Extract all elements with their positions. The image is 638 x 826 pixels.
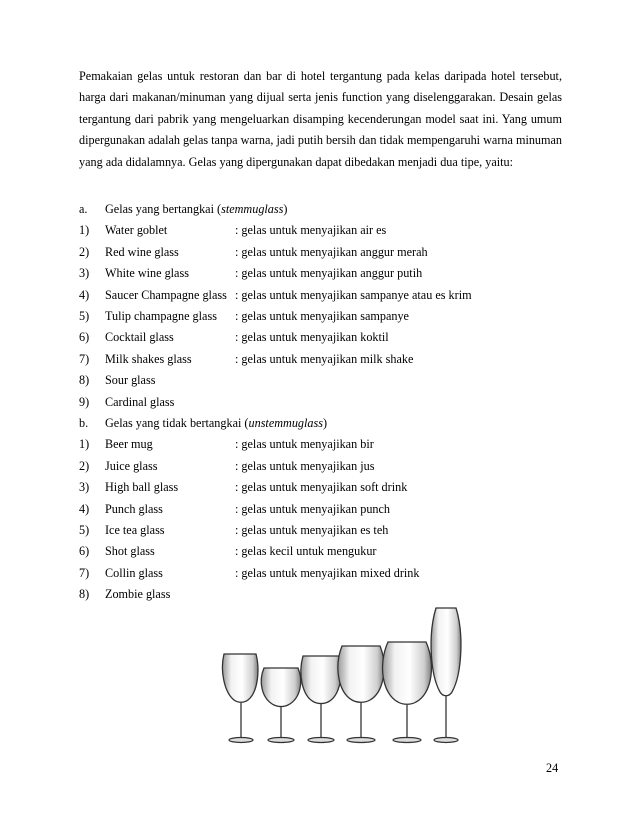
wine-glass-5 bbox=[383, 642, 432, 743]
wine-glass-3 bbox=[301, 656, 341, 743]
heading-italic-term: stemmuglass bbox=[221, 202, 284, 216]
item-num: 6) bbox=[79, 544, 90, 559]
item-num: 8) bbox=[79, 373, 90, 388]
item-desc: : gelas untuk menyajikan anggur putih bbox=[235, 266, 423, 281]
heading-italic-term: unstemmuglass bbox=[248, 416, 323, 430]
stemless-glass-list bbox=[79, 434, 569, 605]
item-name: Beer mug bbox=[105, 437, 153, 452]
item-name: Cardinal glass bbox=[105, 394, 175, 409]
item-name: Shot glass bbox=[105, 544, 155, 559]
intro-paragraph: Pemakaian gelas untuk restoran dan bar di hotel tergantung pada kelas daripada hotel tersebut, harga dari makanan/minuman yang dijual serta jenis function yang diselenggarakan. Desain gelas tergantung dari pabrik yang mengeluarkan disamping kecenderungan model saat ini. Yang umum dipergunakan adalah gelas tanpa warna, jadi putih bersih dan tidak mempengaruhi warna minuman yang ada didalamnya. Gelas yang dipergunakan dapat dibedakan menjadi dua tipe, yaitu: bbox=[79, 69, 562, 169]
section-stemless-glasses bbox=[79, 413, 569, 606]
glass-list-item bbox=[79, 263, 569, 284]
item-desc: : gelas kecil untuk mengukur bbox=[235, 544, 377, 559]
item-num: 6) bbox=[79, 330, 90, 345]
glass-list-item bbox=[79, 306, 569, 327]
glass-list-item bbox=[79, 520, 569, 541]
item-name: Sour glass bbox=[105, 373, 156, 388]
wine-glass-2 bbox=[261, 668, 301, 743]
glass-list-item bbox=[79, 541, 569, 562]
item-name: Juice glass bbox=[105, 458, 158, 473]
item-num: 2) bbox=[79, 458, 90, 473]
glassware-photo bbox=[218, 604, 468, 746]
section-letter: a. bbox=[79, 202, 88, 216]
glass-list-item bbox=[79, 499, 569, 520]
item-name: Milk shakes glass bbox=[105, 351, 192, 366]
item-name: Collin glass bbox=[105, 565, 163, 580]
glass-list-item bbox=[79, 563, 569, 584]
wine-glass-1 bbox=[222, 654, 257, 743]
glass-list-item bbox=[79, 456, 569, 477]
heading-close: ) bbox=[322, 416, 328, 430]
item-name: Tulip champagne glass bbox=[105, 308, 217, 323]
item-name: White wine glass bbox=[105, 266, 189, 281]
item-num: 9) bbox=[79, 394, 90, 409]
glass-list-item bbox=[79, 370, 569, 391]
item-desc: : gelas untuk menyajikan anggur merah bbox=[235, 244, 428, 259]
item-num: 3) bbox=[79, 266, 90, 281]
champagne-flute bbox=[431, 608, 461, 743]
item-name: Cocktail glass bbox=[105, 330, 174, 345]
item-num: 4) bbox=[79, 287, 90, 302]
glass-list-item bbox=[79, 392, 569, 413]
item-num: 3) bbox=[79, 480, 90, 495]
item-num: 4) bbox=[79, 501, 90, 516]
glass-list-item bbox=[79, 327, 569, 348]
item-name: Ice tea glass bbox=[105, 522, 165, 537]
wine-glass-4 bbox=[338, 646, 384, 743]
item-num: 7) bbox=[79, 351, 90, 366]
heading-text: Gelas yang tidak bertangkai ( bbox=[105, 416, 249, 430]
glass-list-item bbox=[79, 242, 569, 263]
item-desc: : gelas untuk menyajikan milk shake bbox=[235, 351, 414, 366]
glass-list-item bbox=[79, 349, 569, 370]
glass-list-item bbox=[79, 285, 569, 306]
item-desc: : gelas untuk menyajikan mixed drink bbox=[235, 565, 420, 580]
stemmed-glass-list bbox=[79, 220, 569, 413]
glass-list-item bbox=[79, 584, 569, 605]
glass-list-item bbox=[79, 477, 569, 498]
item-num: 1) bbox=[79, 223, 90, 238]
glass-list-item bbox=[79, 220, 569, 241]
item-name: Red wine glass bbox=[105, 244, 179, 259]
item-name: Zombie glass bbox=[105, 587, 171, 602]
item-desc: : gelas untuk menyajikan sampanye bbox=[235, 308, 409, 323]
item-desc: : gelas untuk menyajikan soft drink bbox=[235, 480, 408, 495]
section-heading bbox=[79, 413, 569, 434]
item-desc: : gelas untuk menyajikan jus bbox=[235, 458, 375, 473]
item-desc: : gelas untuk menyajikan punch bbox=[235, 501, 391, 516]
section-stemmed-glasses bbox=[79, 199, 569, 413]
item-num: 1) bbox=[79, 437, 90, 452]
item-name: Saucer Champagne glass bbox=[105, 287, 227, 302]
glass-list-item bbox=[79, 434, 569, 455]
item-desc: : gelas untuk menyajikan koktil bbox=[235, 330, 389, 345]
item-num: 5) bbox=[79, 522, 90, 537]
item-name: Water goblet bbox=[105, 223, 168, 238]
section-letter: b. bbox=[79, 416, 89, 430]
item-name: High ball glass bbox=[105, 480, 179, 495]
item-desc: : gelas untuk menyajikan bir bbox=[235, 437, 374, 452]
item-num: 2) bbox=[79, 244, 90, 259]
page-number: 24 bbox=[546, 761, 559, 775]
heading-close: ) bbox=[283, 202, 288, 216]
item-num: 5) bbox=[79, 308, 90, 323]
item-desc: : gelas untuk menyajikan sampanye atau es krim bbox=[235, 287, 472, 302]
section-heading bbox=[79, 199, 569, 220]
item-desc: : gelas untuk menyajikan es teh bbox=[235, 522, 389, 537]
item-num: 8) bbox=[79, 587, 90, 602]
item-desc: : gelas untuk menyajikan air es bbox=[235, 223, 387, 238]
heading-text: Gelas yang bertangkai ( bbox=[105, 202, 222, 216]
item-num: 7) bbox=[79, 565, 90, 580]
item-name: Punch glass bbox=[105, 501, 163, 516]
